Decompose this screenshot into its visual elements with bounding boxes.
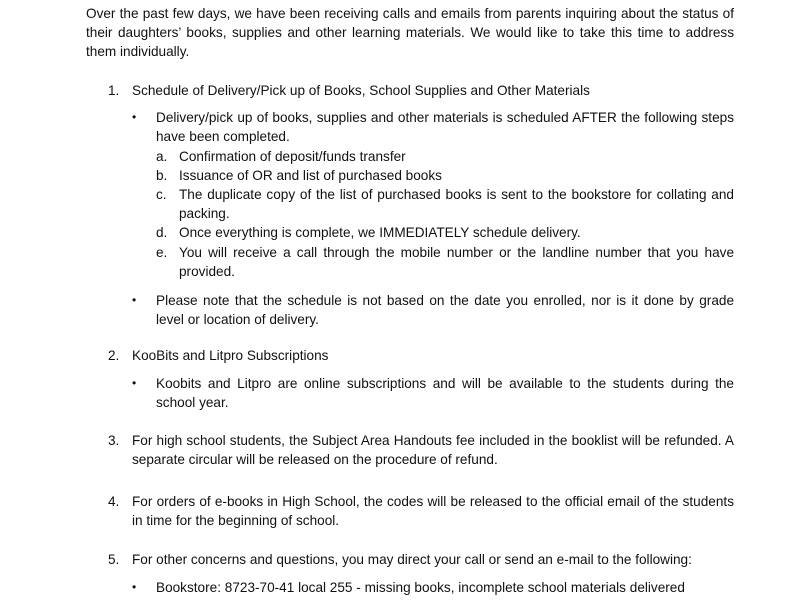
bullet-item <box>86 578 734 597</box>
bullet-item <box>86 374 734 412</box>
section-number: 2. <box>108 348 120 363</box>
bullet-icon: • <box>132 376 137 391</box>
sub-item-letter: d. <box>156 225 168 241</box>
section-number: 3. <box>108 433 120 448</box>
sub-item-letter: e. <box>156 244 168 260</box>
bullet-icon: • <box>132 580 137 595</box>
sub-item-letter: a. <box>156 148 168 164</box>
section-2 <box>86 346 734 413</box>
sub-item-text: Issuance of OR and list of purchased books <box>179 167 442 183</box>
bullet-item <box>86 108 734 146</box>
section-heading <box>86 346 734 365</box>
sub-item <box>86 243 734 281</box>
section-heading-text: For orders of e-books in High School, the codes will be released to the official email of the students in time for the beginning of school. <box>132 494 734 529</box>
section-number: 4. <box>108 494 120 509</box>
section-heading-text: Schedule of Delivery/Pick up of Books, School Supplies and Other Materials <box>132 83 590 98</box>
sub-item-text: You will receive a call through the mobile number or the landline number that you have provided. <box>179 244 734 279</box>
sub-item-letter: b. <box>156 167 168 183</box>
sub-item <box>86 147 734 166</box>
bullet-icon: • <box>132 293 137 308</box>
bullet-text: Delivery/pick up of books, supplies and other materials is scheduled AFTER the following steps have been completed. <box>156 110 734 145</box>
section-1 <box>86 81 734 329</box>
bullet-text: Please note that the schedule is not based on the date you enrolled, nor is it done by grade level or location of delivery. <box>156 293 734 328</box>
sub-item <box>86 185 734 223</box>
section-3 <box>86 431 734 469</box>
sub-item-text: Confirmation of deposit/funds transfer <box>179 148 406 164</box>
section-heading-text: For high school students, the Subject Area Handouts fee included in the booklist will be refunded. A separate circular will be released on the procedure of refund. <box>132 433 734 468</box>
section-number: 5. <box>108 552 120 567</box>
bullet-item <box>86 291 734 329</box>
sub-item-text: The duplicate copy of the list of purchased books is sent to the bookstore for collating and packing. <box>179 187 734 222</box>
sub-item <box>86 223 734 242</box>
section-4 <box>86 492 734 530</box>
sub-item <box>86 166 734 185</box>
section-heading <box>86 492 734 530</box>
sub-item-letter: c. <box>156 187 167 203</box>
section-heading <box>86 431 734 469</box>
bullet-text: Koobits and Litpro are online subscriptions and will be available to the students during the school year. <box>156 376 734 411</box>
section-heading <box>86 81 734 100</box>
sub-item-text: Once everything is complete, we IMMEDIATELY schedule delivery. <box>179 225 581 241</box>
section-5 <box>86 550 734 597</box>
intro-paragraph: Over the past few days, we have been receiving calls and emails from parents inquiring about the status of their daughters’ books, supplies and other learning materials. We would like to take this time to address them individually. <box>86 6 734 60</box>
section-heading-text: KooBits and Litpro Subscriptions <box>132 348 329 363</box>
section-heading-text: For other concerns and questions, you may direct your call or send an e-mail to the following: <box>132 552 692 567</box>
section-heading <box>86 550 734 569</box>
bullet-text: Bookstore: 8723-70-41 local 255 - missing books, incomplete school materials delivered <box>156 580 685 596</box>
section-number: 1. <box>108 83 120 98</box>
bullet-icon: • <box>132 110 137 125</box>
